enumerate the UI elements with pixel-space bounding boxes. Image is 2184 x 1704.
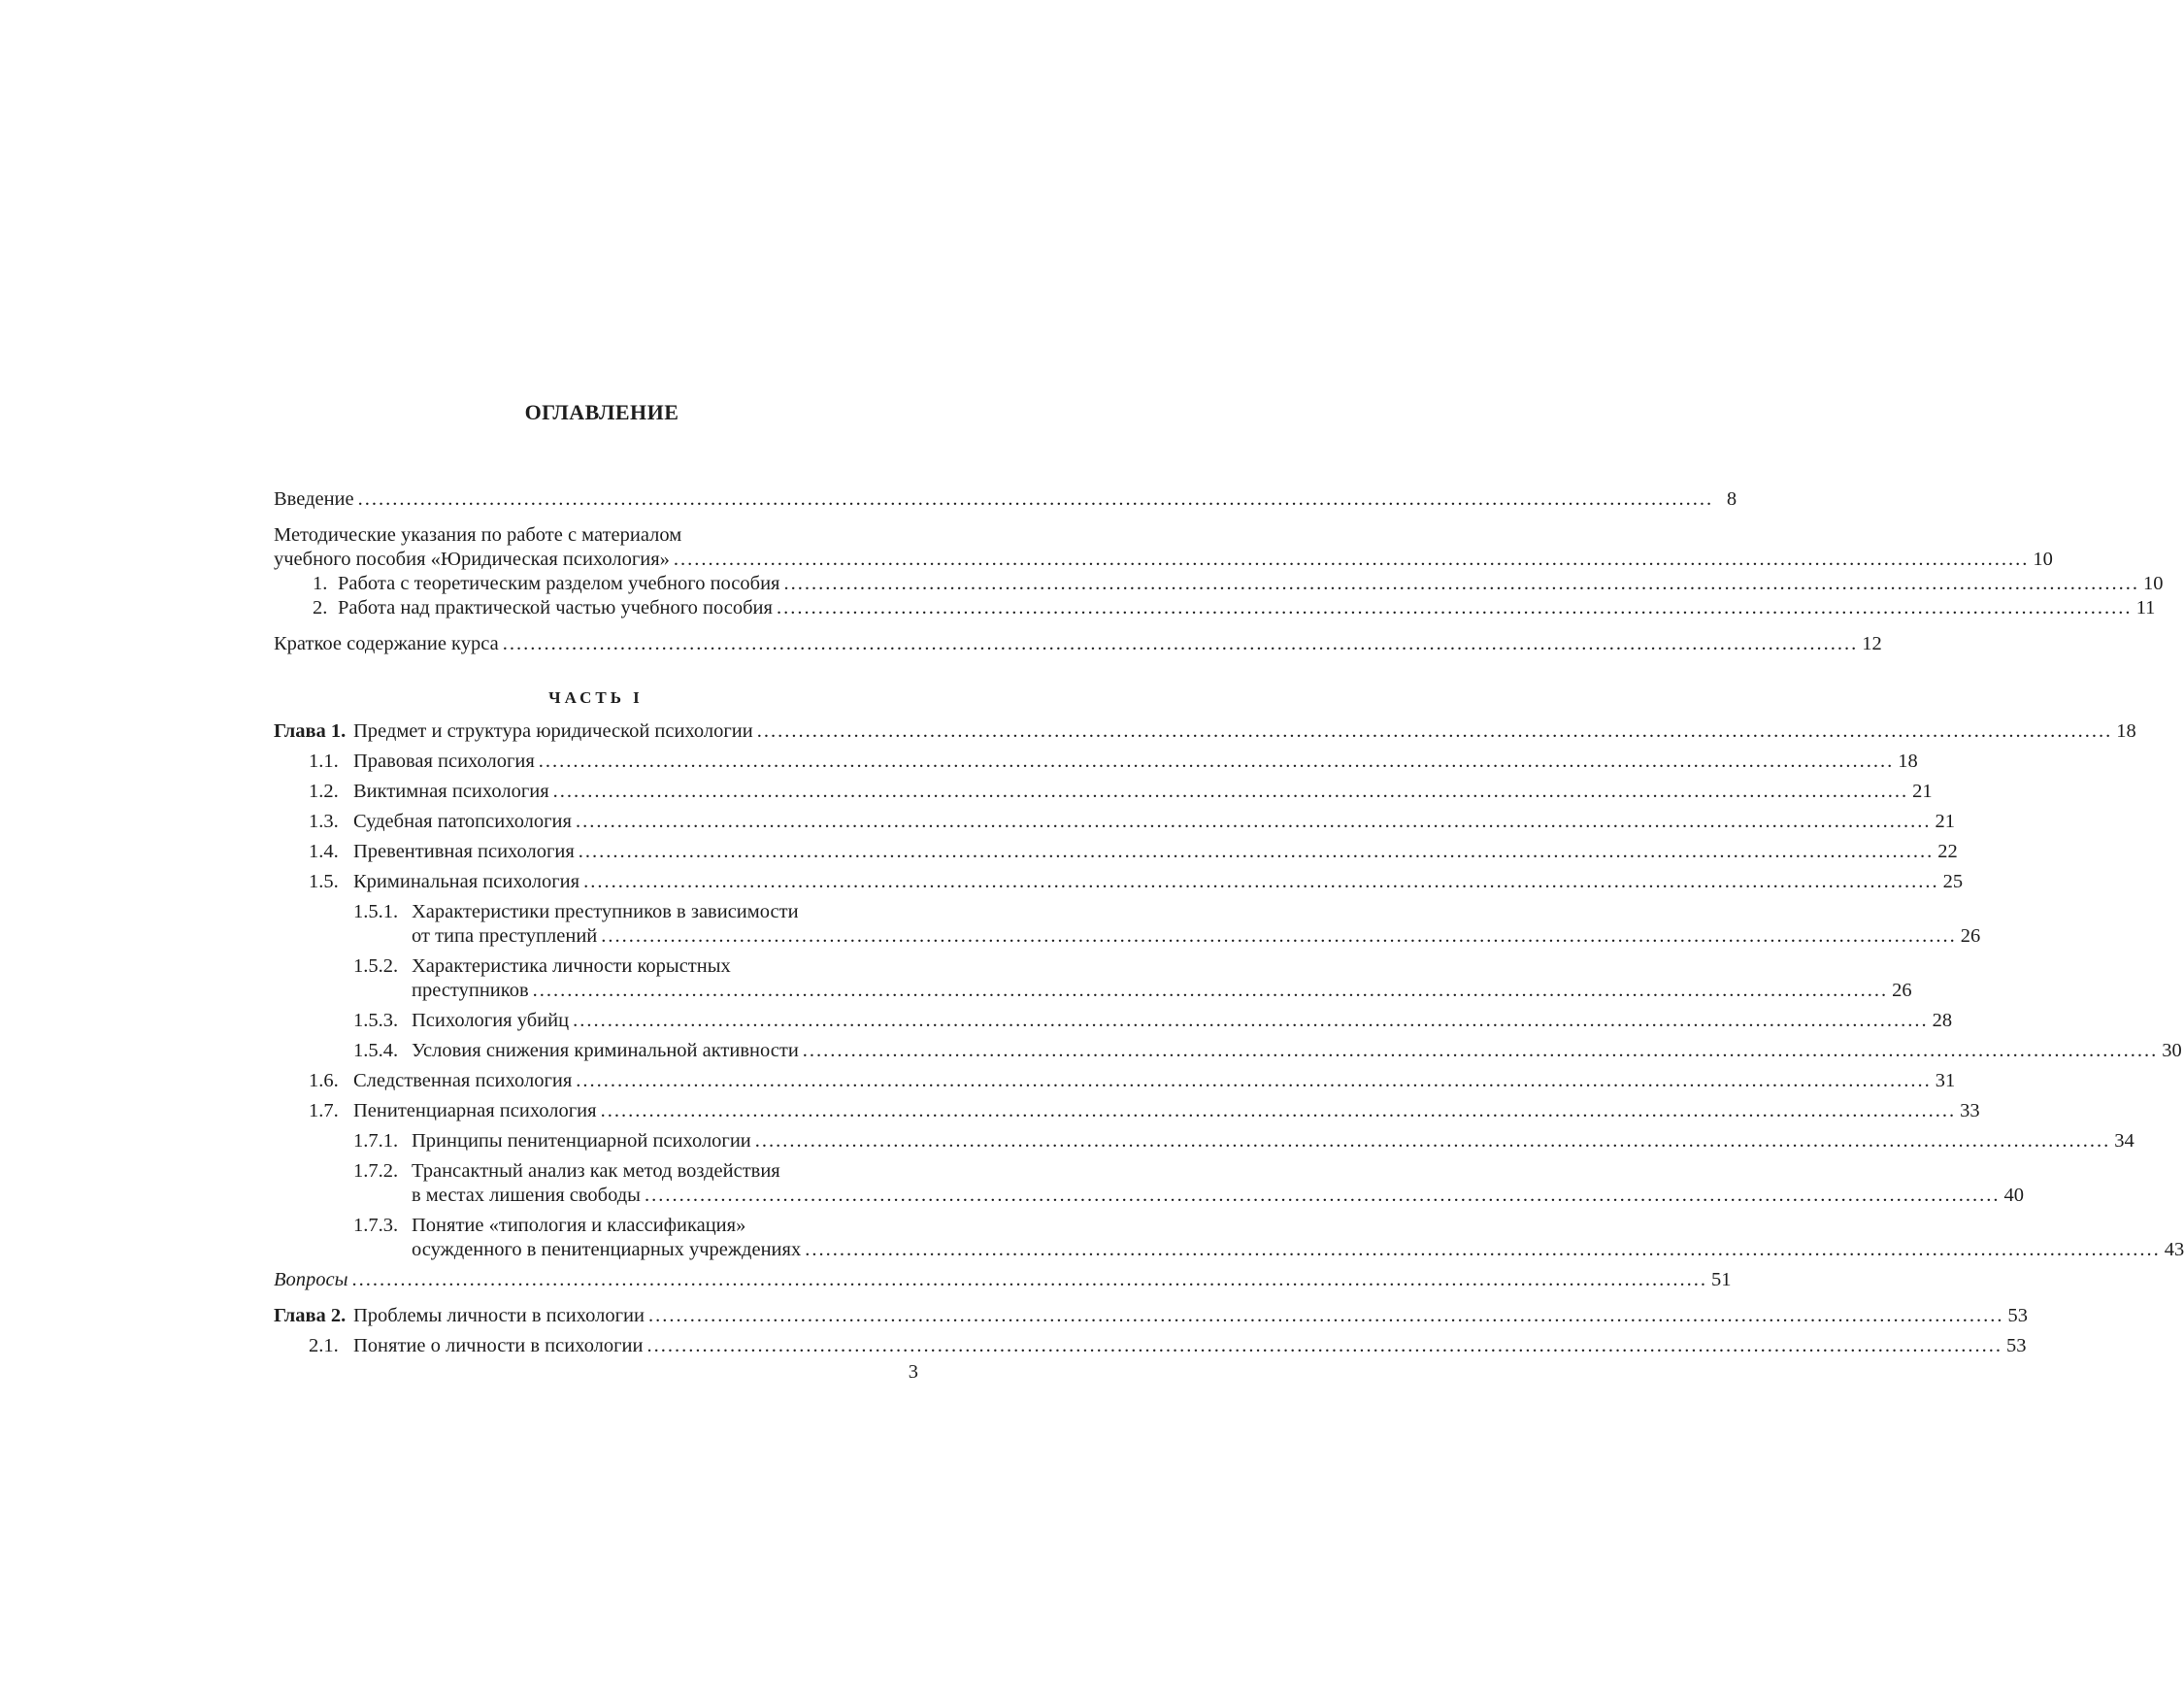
toc-entry-number: 1.7.1. bbox=[353, 1130, 399, 1152]
dot-leader bbox=[757, 719, 2113, 744]
toc-entry-title-line2: учебного пособия «Юридическая психология» bbox=[274, 549, 670, 570]
dot-leader bbox=[533, 979, 1889, 1003]
toc-entry-title: Следственная психология bbox=[353, 1070, 573, 1091]
dot-leader bbox=[573, 1009, 1929, 1033]
toc-page-number: 26 bbox=[1892, 980, 1912, 1001]
toc-entry-title: Криминальная психология bbox=[353, 871, 580, 892]
toc-page-number: 43 bbox=[2164, 1239, 2184, 1260]
toc-page-number: 21 bbox=[1912, 781, 1933, 802]
toc-page-number: 34 bbox=[2114, 1130, 2134, 1152]
dot-leader bbox=[648, 1304, 2004, 1328]
toc-page-number: 28 bbox=[1932, 1010, 1953, 1031]
toc-entry-number: 2.1. bbox=[309, 1335, 339, 1356]
toc-chapter-number: Глава 1. bbox=[274, 720, 347, 742]
toc-entry-subsection-1-7-3[interactable] bbox=[274, 1214, 2184, 1262]
toc-entry-number: 1.7. bbox=[309, 1100, 339, 1121]
toc-page-number: 31 bbox=[1935, 1070, 1956, 1091]
toc-entry-section-2-1[interactable] bbox=[274, 1334, 2027, 1358]
toc-entry-guidelines[interactable] bbox=[274, 523, 2053, 572]
toc-entry-number: 2. bbox=[313, 597, 328, 618]
toc-entry-subsection-1-5-4[interactable] bbox=[274, 1039, 2182, 1063]
toc-page-number: 10 bbox=[2033, 549, 2053, 570]
dot-leader bbox=[601, 1099, 1957, 1123]
toc-entry-title-line1: Понятие «типология и классификация» bbox=[412, 1215, 746, 1236]
dot-leader bbox=[352, 1268, 1708, 1292]
toc-entry-guidelines-1[interactable] bbox=[274, 572, 2164, 596]
toc-entry-section-1-4[interactable] bbox=[274, 840, 1958, 864]
toc-entry-title: Виктимная психология bbox=[353, 781, 549, 802]
toc-page-number: 10 bbox=[2142, 573, 2164, 594]
toc-page-number: 40 bbox=[2003, 1185, 2024, 1206]
toc-page-number: 12 bbox=[1862, 633, 1882, 654]
toc-entry-introduction[interactable] bbox=[274, 487, 1737, 512]
table-of-contents bbox=[274, 482, 2184, 1358]
dot-leader bbox=[539, 750, 1895, 774]
toc-page-number: 18 bbox=[2116, 720, 2136, 742]
dot-leader bbox=[803, 1039, 2159, 1063]
toc-entry-title: Введение bbox=[274, 488, 354, 510]
toc-page-number: 51 bbox=[1711, 1269, 1732, 1290]
dot-leader bbox=[358, 487, 1714, 512]
toc-entry-number: 1.1. bbox=[309, 751, 339, 772]
toc-page-number: 22 bbox=[1937, 841, 1958, 862]
toc-entry-title: Правовая психология bbox=[353, 751, 535, 772]
toc-entry-title: Психология убийц bbox=[412, 1010, 570, 1031]
toc-page-number: 18 bbox=[1898, 751, 1918, 772]
toc-entry-course-summary[interactable] bbox=[274, 632, 1882, 656]
toc-entry-number: 1.6. bbox=[309, 1070, 339, 1091]
toc-entry-guidelines-2[interactable] bbox=[274, 596, 2156, 620]
toc-entry-title: Проблемы личности в психологии bbox=[353, 1305, 645, 1326]
toc-entry-title: Понятие о личности в психологии bbox=[353, 1335, 644, 1356]
part-heading: ЧАСТЬ I bbox=[548, 688, 644, 707]
toc-entry-title: Работа с теоретическим разделом учебного пособия bbox=[338, 573, 780, 594]
toc-entry-section-1-7[interactable] bbox=[274, 1099, 1980, 1123]
toc-entry-number: 1.4. bbox=[309, 841, 339, 862]
toc-entry-title: Судебная патопсихология bbox=[353, 811, 572, 832]
toc-entry-number: 1.5. bbox=[309, 871, 339, 892]
toc-entry-title-line1: Методические указания по работе с материалом bbox=[274, 524, 682, 546]
page-number: 3 bbox=[908, 1361, 918, 1383]
toc-entry-subsection-1-5-3[interactable] bbox=[274, 1009, 1953, 1033]
toc-entry-title-line2: преступников bbox=[412, 980, 529, 1001]
toc-entry-title: Предмет и структура юридической психологии bbox=[353, 720, 753, 742]
toc-entry-section-1-5[interactable] bbox=[274, 870, 1964, 894]
dot-leader bbox=[805, 1238, 2161, 1262]
toc-entry-title-line2: в местах лишения свободы bbox=[412, 1185, 641, 1206]
toc-entry-subsection-1-5-2[interactable] bbox=[274, 954, 1912, 1003]
toc-entry-number: 1.5.1. bbox=[353, 901, 399, 922]
dot-leader bbox=[579, 840, 1935, 864]
toc-entry-title: Условия снижения криминальной активности bbox=[412, 1040, 799, 1061]
toc-entry-title: Превентивная психология bbox=[353, 841, 575, 862]
dot-leader bbox=[645, 1184, 2001, 1208]
toc-page-number: 21 bbox=[1935, 811, 1955, 832]
dot-leader bbox=[674, 548, 2030, 572]
toc-entry-title-line1: Трансактный анализ как метод воздействия bbox=[412, 1160, 780, 1182]
toc-page-number: 8 bbox=[1726, 488, 1737, 510]
toc-entry-title: Принципы пенитенциарной психологии bbox=[412, 1130, 751, 1152]
toc-entry-subsection-1-7-2[interactable] bbox=[274, 1159, 2024, 1208]
toc-entry-number: 1. bbox=[313, 573, 328, 594]
toc-entry-questions[interactable] bbox=[274, 1268, 1732, 1292]
dot-leader bbox=[601, 924, 1957, 949]
toc-page-number: 53 bbox=[2006, 1335, 2027, 1356]
dot-leader bbox=[755, 1129, 2111, 1153]
toc-entry-subsection-1-5-1[interactable] bbox=[274, 900, 1981, 949]
dot-leader bbox=[576, 1069, 1932, 1093]
dot-leader bbox=[783, 572, 2139, 596]
toc-entry-title: Пенитенциарная психология bbox=[353, 1100, 597, 1121]
dot-leader bbox=[553, 780, 1909, 804]
toc-entry-title: Краткое содержание курса bbox=[274, 633, 499, 654]
toc-entry-title-line2: осужденного в пенитенциарных учреждениях bbox=[412, 1239, 802, 1260]
dot-leader bbox=[647, 1334, 2003, 1358]
toc-entry-title-line1: Характеристика личности корыстных bbox=[412, 955, 731, 977]
toc-entry-chapter-2[interactable] bbox=[274, 1304, 2028, 1328]
toc-entry-number: 1.5.4. bbox=[353, 1040, 399, 1061]
toc-entry-section-1-3[interactable] bbox=[274, 810, 1955, 834]
toc-entry-number: 1.7.3. bbox=[353, 1215, 399, 1236]
page-title: ОГЛАВЛЕНИЕ bbox=[524, 400, 679, 424]
toc-entry-title: Работа над практической частью учебного пособия bbox=[338, 597, 773, 618]
toc-page-number: 11 bbox=[2135, 597, 2156, 618]
dot-leader bbox=[583, 870, 1939, 894]
toc-page-number: 26 bbox=[1960, 925, 1981, 947]
toc-page-number: 30 bbox=[2162, 1040, 2182, 1061]
dot-leader bbox=[576, 810, 1932, 834]
toc-entry-number: 1.5.3. bbox=[353, 1010, 399, 1031]
toc-entry-section-1-6[interactable] bbox=[274, 1069, 1956, 1093]
dot-leader bbox=[503, 632, 1859, 656]
toc-chapter-number: Глава 2. bbox=[274, 1305, 347, 1326]
toc-page-number: 25 bbox=[1942, 871, 1964, 892]
toc-entry-title-line2: от типа преступлений bbox=[412, 925, 598, 947]
toc-entry-number: 1.5.2. bbox=[353, 955, 399, 977]
toc-page-number: 53 bbox=[2007, 1305, 2028, 1326]
toc-entry-subsection-1-7-1[interactable] bbox=[274, 1129, 2134, 1153]
toc-entry-section-1-1[interactable] bbox=[274, 750, 1918, 774]
dot-leader bbox=[777, 596, 2133, 620]
toc-entry-title: Вопросы bbox=[274, 1269, 348, 1290]
toc-page-number: 33 bbox=[1960, 1100, 1980, 1121]
toc-entry-section-1-2[interactable] bbox=[274, 780, 1933, 804]
toc-entry-title-line1: Характеристики преступников в зависимости bbox=[412, 901, 799, 922]
toc-entry-number: 1.2. bbox=[309, 781, 339, 802]
toc-entry-chapter-1[interactable] bbox=[274, 719, 2136, 744]
toc-entry-number: 1.3. bbox=[309, 811, 339, 832]
toc-entry-number: 1.7.2. bbox=[353, 1160, 399, 1182]
